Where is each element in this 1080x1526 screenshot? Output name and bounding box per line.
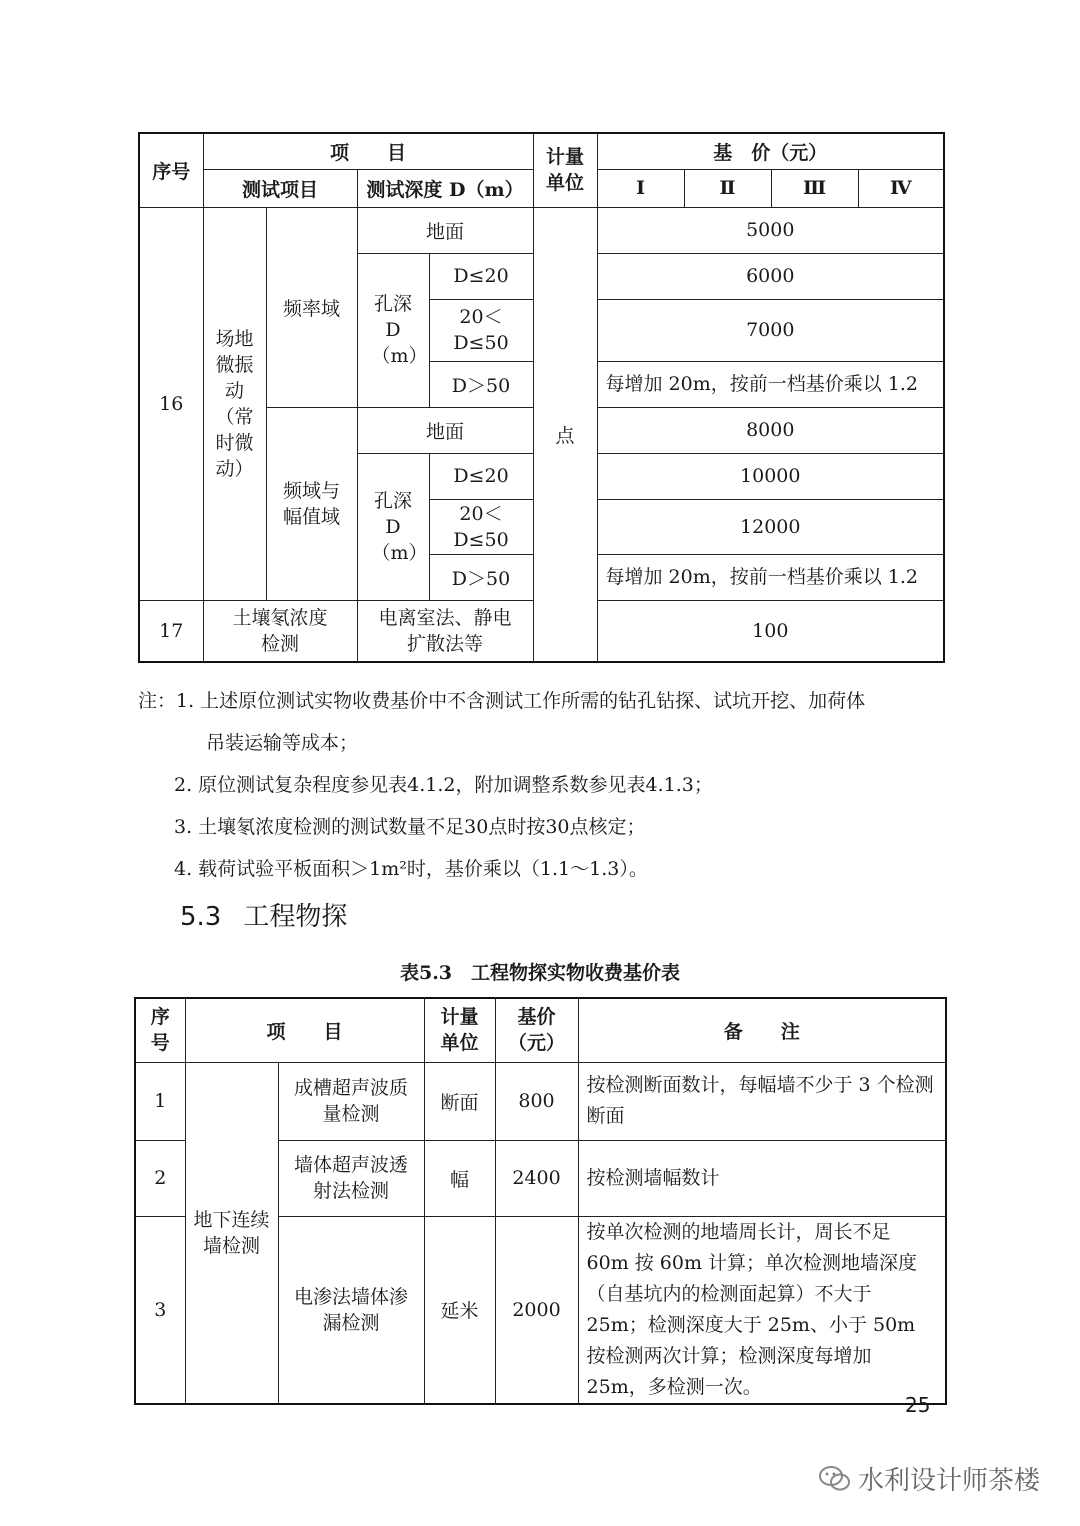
section-title: 工程物探 (243, 902, 348, 932)
wechat-icon (818, 1465, 852, 1493)
increment-rule: 每增加 20m，按前一档基价乘以 1.2 (597, 361, 944, 407)
hole-depth-label: 孔深D（m） (357, 253, 429, 407)
page-number: 25 (905, 1393, 931, 1417)
row-item: 墙体超声波透射法检测 (278, 1140, 424, 1216)
header-item: 项 目 (203, 133, 533, 169)
price-value: 10000 (597, 453, 944, 499)
header-note: 备 注 (578, 998, 946, 1062)
row-item: 电渗法墙体渗漏检测 (278, 1216, 424, 1404)
row-unit: 延米 (424, 1216, 495, 1404)
row-unit: 幅 (424, 1140, 495, 1216)
depth-range: 20＜D≤50 (429, 499, 533, 554)
header-seq: 序号 (139, 133, 203, 207)
note-4: 4. 载荷试验平板面积＞1m²时，基价乘以（1.1～1.3）。 (174, 858, 648, 880)
row-note: 按检测断面数计，每幅墙不少于 3 个检测断面 (578, 1062, 946, 1140)
price-value: 6000 (597, 253, 944, 299)
row-note: 按单次检测的地墙周长计，周长不足 60m 按 60m 计算；单次检测地墙深度（自基坑内的检测面起算）不大于 25m；检测深度大于 25m、小于 50m 按检测两次计算；检测深度每增加 25m，多检测一次。 (578, 1216, 946, 1404)
header-grade-1: Ⅰ (597, 169, 684, 207)
row-price: 800 (495, 1062, 578, 1140)
group-name: 地下连续墙检测 (185, 1062, 278, 1404)
header-unit: 计量单位 (424, 998, 495, 1062)
row-unit: 断面 (424, 1062, 495, 1140)
notes (138, 680, 958, 890)
unit-point: 点 (533, 207, 597, 662)
row17-method: 电离室法、静电扩散法等 (357, 600, 533, 662)
note-1: 注：1. 上述原位测试实物收费基价中不含测试工作所需的钻孔钻探、试坑开挖、加荷体 (138, 690, 866, 712)
depth-ground: 地面 (357, 207, 533, 253)
note-1-cont: 吊装运输等成本； (206, 732, 359, 754)
section-heading (180, 896, 347, 933)
price-value: 7000 (597, 299, 944, 361)
price-value: 100 (597, 600, 944, 662)
header-test-depth: 测试深度 D（m） (357, 169, 533, 207)
table-caption: 表5.3 工程物探实物收费基价表 (399, 962, 681, 984)
header-unit: 计量单位 (533, 133, 597, 207)
watermark-text: 水利设计师茶楼 (858, 1466, 1041, 1496)
freq-domain: 频率域 (266, 207, 357, 407)
depth-range: D＞50 (429, 554, 533, 600)
row16-test-name: 场地微振动（常时微动） (203, 207, 266, 600)
row-seq: 3 (135, 1216, 185, 1404)
row17-test-name: 土壤氡浓度检测 (203, 600, 357, 662)
header-seq: 序号 (135, 998, 185, 1062)
in-situ-test-price-table (138, 132, 945, 663)
header-item: 项 目 (185, 998, 424, 1062)
note-2: 2. 原位测试复杂程度参见表4.1.2，附加调整系数参见表4.1.3； (174, 774, 713, 796)
price-value: 12000 (597, 499, 944, 554)
row-price: 2000 (495, 1216, 578, 1404)
header-grade-4: Ⅳ (858, 169, 944, 207)
note-3: 3. 土壤氡浓度检测的测试数量不足30点时按30点核定； (174, 816, 646, 838)
freq-amp-domain: 频域与幅值域 (266, 407, 357, 600)
header-price: 基价（元） (495, 998, 578, 1062)
price-value: 8000 (597, 407, 944, 453)
hole-depth-label: 孔深D（m） (357, 453, 429, 600)
row-price: 2400 (495, 1140, 578, 1216)
row-seq: 2 (135, 1140, 185, 1216)
depth-range: D＞50 (429, 361, 533, 407)
depth-ground: 地面 (357, 407, 533, 453)
header-test-item: 测试项目 (203, 169, 357, 207)
header-grade-2: Ⅱ (684, 169, 771, 207)
row-note: 按检测墙幅数计 (578, 1140, 946, 1216)
row17-seq: 17 (139, 600, 203, 662)
row-item: 成槽超声波质量检测 (278, 1062, 424, 1140)
increment-rule: 每增加 20m，按前一档基价乘以 1.2 (597, 554, 944, 600)
header-price: 基 价（元） (597, 133, 944, 169)
row-seq: 1 (135, 1062, 185, 1140)
watermark (818, 1460, 1040, 1497)
row16-seq: 16 (139, 207, 203, 600)
depth-range: 20＜D≤50 (429, 299, 533, 361)
section-number: 5.3 (180, 902, 222, 932)
geophysical-price-table (134, 997, 947, 1405)
depth-range: D≤20 (429, 253, 533, 299)
price-value: 5000 (597, 207, 944, 253)
header-grade-3: Ⅲ (771, 169, 858, 207)
depth-range: D≤20 (429, 453, 533, 499)
